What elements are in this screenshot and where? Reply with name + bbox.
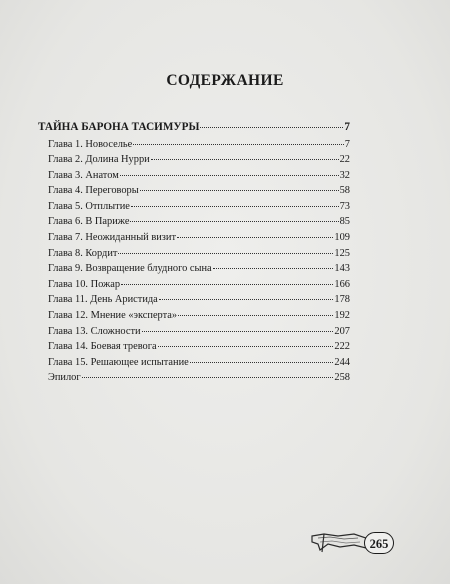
toc-chapter-row [38,248,350,264]
dot-leader [118,253,333,254]
toc-chapter-row [38,310,350,326]
table-of-contents [38,121,350,388]
toc-entry-page: 7 [344,138,350,150]
dot-leader [190,362,334,363]
toc-entry-label: ТАЙНА БАРОНА ТАСИМУРЫ [38,121,200,133]
toc-entry-label: Глава 12. Мнение «эксперта» [48,310,178,322]
dot-leader [151,159,339,160]
toc-entry-page: 32 [339,169,350,181]
toc-entry-page: 73 [339,200,350,212]
toc-entry-page: 166 [334,278,350,290]
dot-leader [178,315,333,316]
dot-leader [142,331,334,332]
toc-entry-label: Эпилог [48,372,81,384]
page-number: 265 [364,532,394,554]
toc-entry-page: 85 [339,216,350,228]
toc-entry-page: 22 [339,154,350,166]
toc-entry-label: Глава 3. Анатом [48,169,119,181]
toc-entry-label: Глава 9. Возвращение блудного сына [48,263,212,275]
toc-entry-page: 143 [334,263,350,275]
toc-entry-page: 178 [334,294,350,306]
toc-chapter-row [38,185,350,201]
toc-entry-page: 258 [334,372,350,384]
dot-leader [82,377,334,378]
toc-entry-label: Глава 7. Неожиданный визит [48,232,177,244]
dot-leader [121,284,333,285]
toc-entry-page: 244 [334,356,350,368]
toc-entry-label: Глава 2. Долина Нурри [48,154,150,166]
dot-leader [200,127,343,128]
toc-chapter-row [38,232,350,248]
toc-entry-label: Глава 15. Решающее испытание [48,356,189,368]
toc-entry-page: 109 [334,232,350,244]
toc-chapter-row [38,139,350,155]
toc-chapter-row [38,216,350,232]
dot-leader [140,190,339,191]
toc-entry-label: Глава 11. День Аристида [48,294,158,306]
dot-leader [158,346,334,347]
toc-entry-label: Глава 13. Сложности [48,325,141,337]
toc-entry-label: Глава 10. Пожар [48,278,121,290]
toc-entry-page: 192 [334,310,350,322]
toc-chapter-row [38,326,350,342]
toc-entry-page: 125 [334,247,350,259]
toc-entry-label: Глава 14. Боевая тревога [48,341,157,353]
toc-chapter-row [38,279,350,295]
toc-entry-label: Глава 5. Отплытие [48,200,130,212]
toc-entry-page: 222 [334,341,350,353]
dot-leader [133,144,344,145]
toc-entry-label: Глава 4. Переговоры [48,185,139,197]
toc-chapter-row [38,154,350,170]
toc-chapter-row [38,294,350,310]
toc-entry-label: Глава 1. Новоселье [48,138,133,150]
toc-chapter-row [38,341,350,357]
page-title: СОДЕРЖАНИЕ [166,72,284,89]
dot-leader [159,299,334,300]
toc-entry-page: 207 [334,325,350,337]
toc-entry-label: Глава 6. В Париже [48,216,130,228]
dot-leader [177,237,333,238]
toc-entry-page: 58 [339,185,350,197]
toc-entry-label: Глава 8. Кордит [48,247,118,259]
dot-leader [213,268,334,269]
dot-leader [130,221,338,222]
toc-section-row [38,121,350,139]
toc-chapter-row [38,170,350,186]
toc-chapter-row [38,201,350,217]
dot-leader [131,206,339,207]
toc-chapter-row [38,357,350,373]
toc-chapter-row [38,263,350,279]
dot-leader [120,175,339,176]
pennant-ornament-icon [310,530,370,556]
toc-chapter-row [38,372,350,388]
toc-entry-page: 7 [344,121,350,133]
